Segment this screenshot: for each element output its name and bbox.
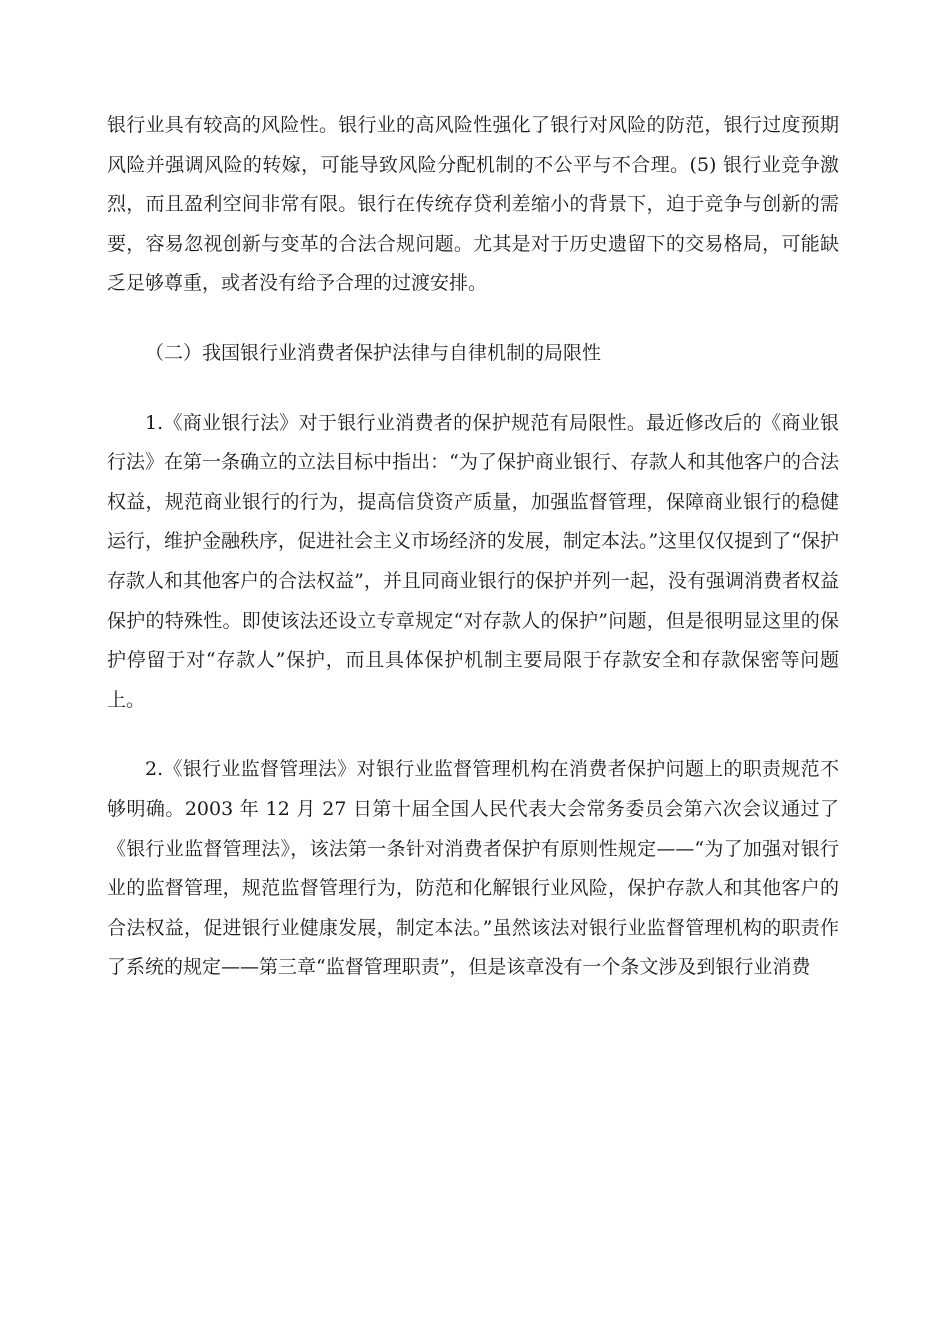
paragraph-spacer — [107, 304, 839, 334]
section-heading: （二）我国银行业消费者保护法律与自律机制的局限性 — [145, 341, 602, 364]
body-paragraph: 2.《银行业监督管理法》对银行业监督管理机构在消费者保护问题上的职责规范不够明确。2003 年 12 月 27 日第十届全国人民代表大会常务委员会第六次会议通过了《银行业监督管理法》，该法第一条针对消费者保护有原则性规定——“为了加强对银行业的监督管理，规范监督管理行为，防范和化解银行业风险，保护存款人和其他客户的合法权益，促进银行业健康发展，制定本法。”虽然该法对银行业监督管理机构的职责作了系统的规定——第三章“监督管理职责”，但是该章没有一个条文涉及到银行业消费 — [107, 758, 839, 979]
body-paragraph: 1.《商业银行法》对于银行业消费者的保护规范有局限性。最近修改后的《商业银行法》在第一条确立的立法目标中指出：“为了保护商业银行、存款人和其他客户的合法权益，规范商业银行的行为，提高信贷资产质量，加强监督管理，保障商业银行的稳健运行，维护金融秩序，促进社会主义市场经济的发展，制定本法。”这里仅仅提到了“保护存款人和其他客户的合法权益”，并且同商业银行的保护并列一起，没有强调消费者权益保护的特殊性。即使该法还设立专章规定“对存款人的保护”问题，但是很明显这里的保护停留于对“存款人”保护，而且具体保护机制主要局限于存款安全和存款保密等问题上。 — [107, 411, 839, 711]
document-page — [107, 106, 839, 988]
body-paragraph: 银行业具有较高的风险性。银行业的高风险性强化了银行对风险的防范，银行过度预期风险并强调风险的转嫁，可能导致风险分配机制的不公平与不合理。(5) 银行业竞争激烈，而且盈利空间非常有限。银行在传统存贷利差缩小的背景下，迫于竞争与创新的需要，容易忽视创新与变革的合法合规问题。尤其是对于历史遗留下的交易格局，可能缺乏足够尊重，或者没有给予合理的过渡安排。 — [107, 114, 839, 295]
paragraph-spacer — [107, 720, 839, 750]
paragraph-spacer — [107, 374, 839, 404]
